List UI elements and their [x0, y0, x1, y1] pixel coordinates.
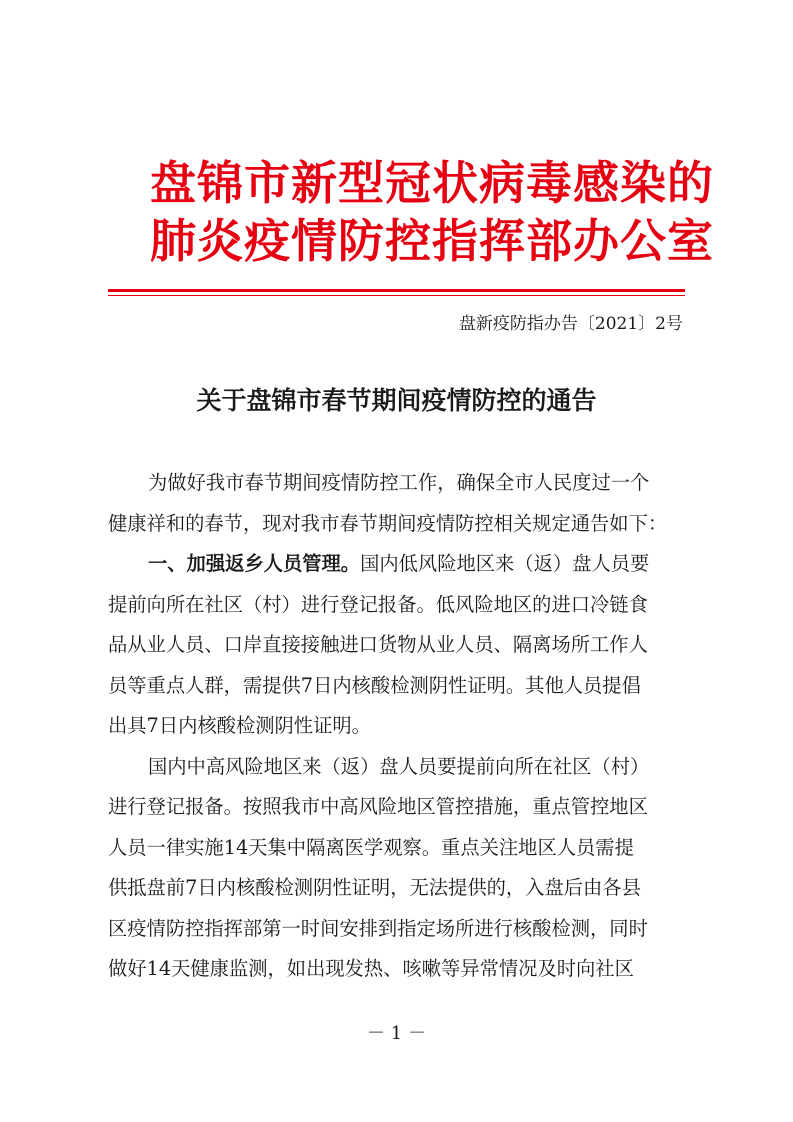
- issuer-header-line-2: 肺炎疫情防控指挥部办公室: [150, 214, 714, 268]
- notice-title: 关于盘锦市春节期间疫情防控的通告: [196, 386, 597, 415]
- body-line: 人员一律实施14天集中隔离医学观察。重点关注地区人员需提: [108, 835, 634, 859]
- header-divider-thin: [108, 295, 685, 296]
- header-divider-thick: [108, 289, 685, 292]
- body-line: 国内中高风险地区来（返）盘人员要提前向所在社区（村）: [148, 754, 650, 778]
- body-line: 区疫情防控指挥部第一时间安排到指定场所进行核酸检测，同时: [108, 916, 648, 940]
- body-line: 做好14天健康监测，如出现发热、咳嗽等异常情况及时向社区: [108, 957, 634, 980]
- body-line: 员等重点人群，需提供7日内核酸检测阴性证明。其他人员提倡: [108, 673, 641, 697]
- issuer-header-line-1: 盘锦市新型冠状病毒感染的: [150, 156, 714, 210]
- body-line-text: 国内低风险地区来（返）盘人员要: [360, 552, 650, 575]
- section-1-first-line: [108, 544, 685, 585]
- body-line: 为做好我市春节期间疫情防控工作，确保全市人民度过一个: [148, 471, 650, 494]
- body-line: 提前向所在社区（村）进行登记报备。低风险地区的进口冷链食: [108, 592, 648, 616]
- body-line: 出具7日内核酸检测阴性证明。: [108, 714, 371, 737]
- body-line: 品从业人员、口岸直接接触进口货物从业人员、隔离场所工作人: [108, 633, 648, 656]
- notice-body: [108, 463, 685, 990]
- document-number: 盘新疫防指办告〔2021〕2号: [458, 314, 683, 334]
- page-number: － 1 －: [367, 1023, 426, 1044]
- body-line: 健康祥和的春节，现对我市春节期间疫情防控相关规定通告如下：: [108, 511, 668, 535]
- body-line: 进行登记报备。按照我市中高风险地区管控措施，重点管控地区: [108, 795, 648, 818]
- body-line: 供抵盘前7日内核酸检测阴性证明，无法提供的，入盘后由各县: [108, 876, 641, 899]
- section-1-heading: 一、加强返乡人员管理。: [148, 552, 361, 575]
